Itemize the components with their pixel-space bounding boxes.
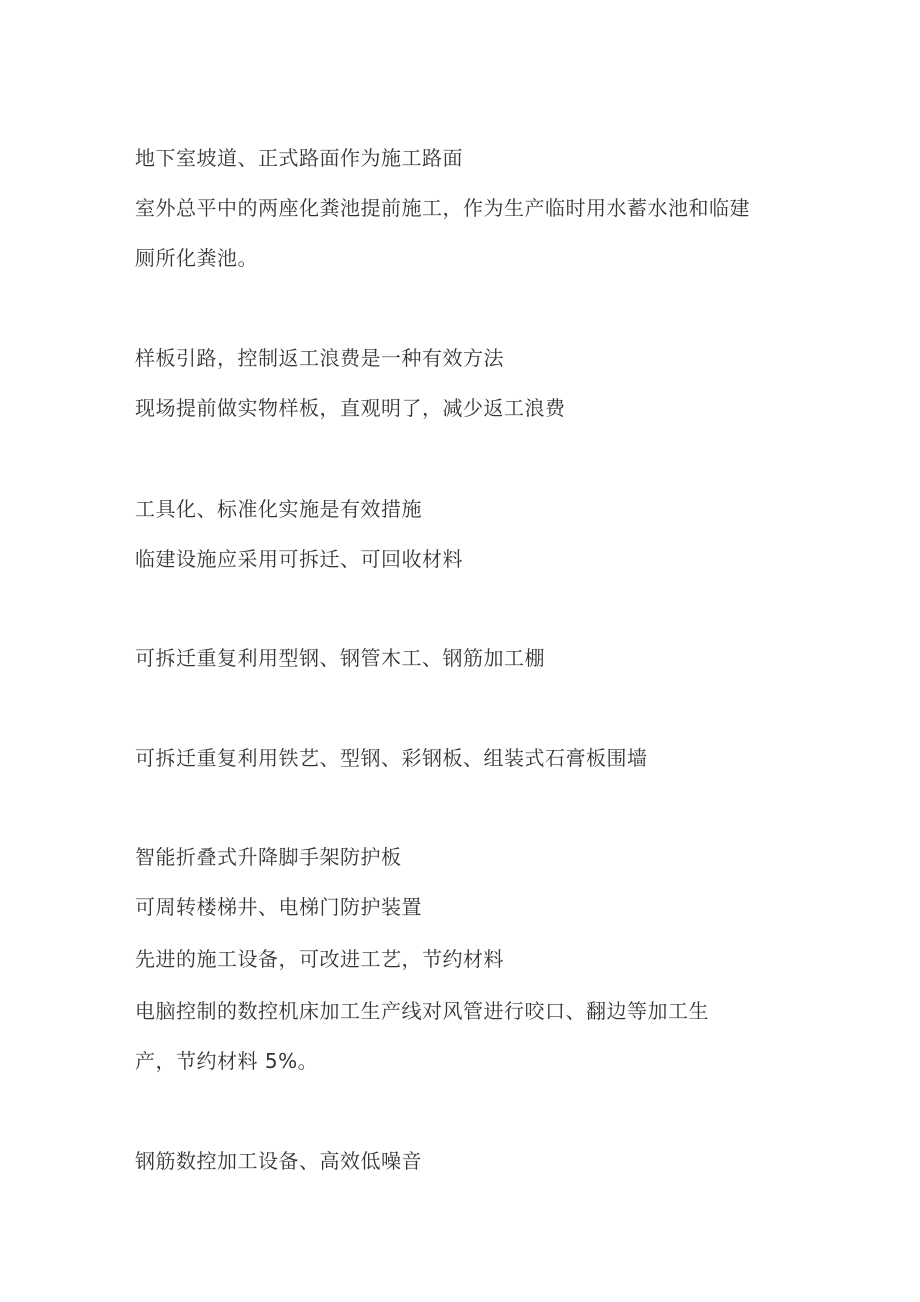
text-line: 室外总平中的两座化粪池提前施工，作为生产临时用水蓄水池和临建: [135, 196, 750, 220]
text-line: 厕所化粪池。: [135, 246, 258, 270]
text-line: 可拆迁重复利用铁艺、型钢、彩钢板、组装式石膏板围墙: [135, 746, 648, 770]
text-line: 现场提前做实物样板，直观明了，减少返工浪费: [135, 396, 566, 420]
text-line: 地下室坡道、正式路面作为施工路面: [135, 146, 463, 170]
text-line: 临建设施应采用可拆迁、可回收材料: [135, 547, 463, 571]
text-line: 可拆迁重复利用型钢、钢管木工、钢筋加工棚: [135, 646, 545, 670]
text-line: 样板引路，控制返工浪费是一种有效方法: [135, 346, 504, 370]
text-line: 可周转楼梯井、电梯门防护装置: [135, 895, 422, 919]
text-line: 钢筋数控加工设备、高效低噪音: [135, 1149, 422, 1173]
text-line: 工具化、标准化实施是有效措施: [135, 497, 422, 521]
text-line: 智能折叠式升降脚手架防护板: [135, 845, 402, 869]
text-line: 先进的施工设备，可改进工艺，节约材料: [135, 947, 504, 971]
text-line: 电脑控制的数控机床加工生产线对风管进行咬口、翻边等加工生: [135, 999, 709, 1023]
text-line: 产，节约材料 5%。: [135, 1049, 319, 1073]
